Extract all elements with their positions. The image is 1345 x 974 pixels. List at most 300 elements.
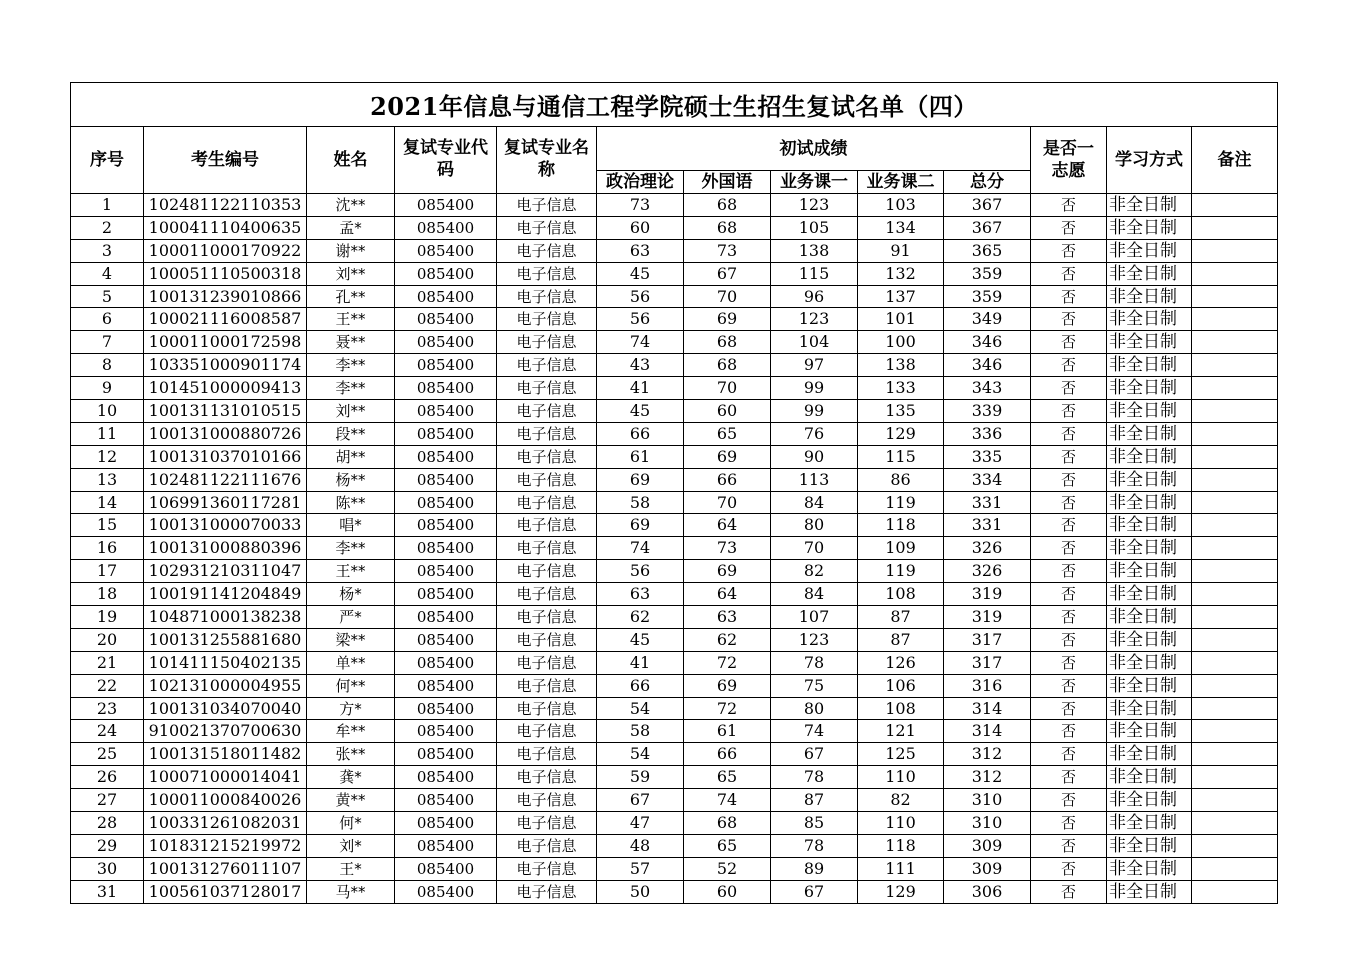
header-major-name: 复试专业名称 <box>497 127 597 194</box>
cell-foreign-language: 64 <box>684 514 771 537</box>
cell-course-1: 78 <box>771 834 858 857</box>
cell-major-code: 085400 <box>395 468 497 491</box>
cell-study-mode: 非全日制 <box>1107 628 1192 651</box>
cell-course-1: 99 <box>771 377 858 400</box>
cell-remarks <box>1192 285 1278 308</box>
cell-seq: 11 <box>71 422 144 445</box>
cell-foreign-language: 68 <box>684 194 771 217</box>
cell-course-2: 133 <box>858 377 944 400</box>
cell-politics: 73 <box>597 194 684 217</box>
cell-name: 马** <box>307 880 395 903</box>
cell-name: 唱* <box>307 514 395 537</box>
table-row <box>71 743 1278 766</box>
cell-total: 343 <box>944 377 1031 400</box>
cell-course-2: 129 <box>858 422 944 445</box>
cell-major-code: 085400 <box>395 491 497 514</box>
cell-major-name: 电子信息 <box>497 491 597 514</box>
cell-major-code: 085400 <box>395 400 497 423</box>
header-exam-id: 考生编号 <box>144 127 307 194</box>
cell-seq: 24 <box>71 720 144 743</box>
cell-remarks <box>1192 743 1278 766</box>
cell-foreign-language: 69 <box>684 445 771 468</box>
cell-exam-id: 100191141204849 <box>144 583 307 606</box>
cell-course-2: 134 <box>858 216 944 239</box>
cell-seq: 16 <box>71 537 144 560</box>
cell-course-1: 80 <box>771 697 858 720</box>
cell-total: 319 <box>944 583 1031 606</box>
cell-major-code: 085400 <box>395 560 497 583</box>
cell-remarks <box>1192 445 1278 468</box>
cell-major-code: 085400 <box>395 628 497 651</box>
cell-course-1: 84 <box>771 583 858 606</box>
cell-total: 312 <box>944 766 1031 789</box>
cell-name: 李** <box>307 354 395 377</box>
table-row <box>71 377 1278 400</box>
cell-politics: 69 <box>597 468 684 491</box>
cell-total: 367 <box>944 216 1031 239</box>
cell-foreign-language: 68 <box>684 216 771 239</box>
cell-course-1: 97 <box>771 354 858 377</box>
cell-remarks <box>1192 422 1278 445</box>
cell-seq: 7 <box>71 331 144 354</box>
cell-study-mode: 非全日制 <box>1107 789 1192 812</box>
cell-total: 346 <box>944 354 1031 377</box>
table-row <box>71 354 1278 377</box>
header-first-choice: 是否一志愿 <box>1031 127 1107 194</box>
cell-foreign-language: 63 <box>684 606 771 629</box>
cell-politics: 47 <box>597 812 684 835</box>
cell-study-mode: 非全日制 <box>1107 720 1192 743</box>
cell-first-choice: 否 <box>1031 514 1107 537</box>
cell-total: 316 <box>944 674 1031 697</box>
cell-foreign-language: 62 <box>684 628 771 651</box>
cell-foreign-language: 66 <box>684 743 771 766</box>
table-row <box>71 491 1278 514</box>
cell-course-2: 103 <box>858 194 944 217</box>
cell-exam-id: 101831215219972 <box>144 834 307 857</box>
cell-exam-id: 100561037128017 <box>144 880 307 903</box>
cell-seq: 30 <box>71 857 144 880</box>
cell-politics: 57 <box>597 857 684 880</box>
cell-study-mode: 非全日制 <box>1107 606 1192 629</box>
cell-first-choice: 否 <box>1031 880 1107 903</box>
cell-exam-id: 910021370700630 <box>144 720 307 743</box>
cell-major-name: 电子信息 <box>497 583 597 606</box>
cell-major-name: 电子信息 <box>497 331 597 354</box>
cell-exam-id: 100051110500318 <box>144 262 307 285</box>
cell-first-choice: 否 <box>1031 834 1107 857</box>
cell-politics: 67 <box>597 789 684 812</box>
cell-foreign-language: 66 <box>684 468 771 491</box>
cell-seq: 9 <box>71 377 144 400</box>
cell-exam-id: 104871000138238 <box>144 606 307 629</box>
cell-major-name: 电子信息 <box>497 445 597 468</box>
cell-politics: 74 <box>597 331 684 354</box>
cell-study-mode: 非全日制 <box>1107 766 1192 789</box>
cell-total: 310 <box>944 789 1031 812</box>
cell-remarks <box>1192 583 1278 606</box>
cell-course-2: 119 <box>858 560 944 583</box>
cell-total: 339 <box>944 400 1031 423</box>
cell-major-name: 电子信息 <box>497 262 597 285</box>
cell-foreign-language: 64 <box>684 583 771 606</box>
cell-major-name: 电子信息 <box>497 422 597 445</box>
cell-course-2: 121 <box>858 720 944 743</box>
cell-politics: 45 <box>597 400 684 423</box>
table-row <box>71 766 1278 789</box>
cell-foreign-language: 72 <box>684 697 771 720</box>
cell-name: 刘** <box>307 262 395 285</box>
cell-course-2: 108 <box>858 583 944 606</box>
header-name: 姓名 <box>307 127 395 194</box>
cell-name: 严* <box>307 606 395 629</box>
cell-remarks <box>1192 194 1278 217</box>
cell-name: 何** <box>307 674 395 697</box>
cell-seq: 4 <box>71 262 144 285</box>
cell-course-1: 67 <box>771 743 858 766</box>
cell-seq: 20 <box>71 628 144 651</box>
cell-study-mode: 非全日制 <box>1107 880 1192 903</box>
cell-foreign-language: 65 <box>684 766 771 789</box>
table-row <box>71 651 1278 674</box>
cell-seq: 1 <box>71 194 144 217</box>
cell-course-1: 89 <box>771 857 858 880</box>
cell-study-mode: 非全日制 <box>1107 491 1192 514</box>
cell-remarks <box>1192 812 1278 835</box>
cell-exam-id: 100131255881680 <box>144 628 307 651</box>
cell-course-2: 87 <box>858 628 944 651</box>
cell-remarks <box>1192 720 1278 743</box>
header-major-code: 复试专业代码 <box>395 127 497 194</box>
cell-major-code: 085400 <box>395 743 497 766</box>
table-row <box>71 468 1278 491</box>
cell-first-choice: 否 <box>1031 377 1107 400</box>
cell-study-mode: 非全日制 <box>1107 834 1192 857</box>
cell-major-code: 085400 <box>395 331 497 354</box>
cell-exam-id: 100021116008587 <box>144 308 307 331</box>
cell-name: 张** <box>307 743 395 766</box>
cell-politics: 56 <box>597 308 684 331</box>
header-course-1: 业务课一 <box>771 171 858 194</box>
header-prelim-scores: 初试成绩 <box>597 127 1031 171</box>
cell-remarks <box>1192 491 1278 514</box>
cell-remarks <box>1192 331 1278 354</box>
cell-name: 孔** <box>307 285 395 308</box>
cell-exam-id: 100011000172598 <box>144 331 307 354</box>
cell-foreign-language: 60 <box>684 400 771 423</box>
table-row <box>71 697 1278 720</box>
cell-total: 310 <box>944 812 1031 835</box>
cell-first-choice: 否 <box>1031 216 1107 239</box>
table-row <box>71 674 1278 697</box>
cell-exam-id: 103351000901174 <box>144 354 307 377</box>
cell-course-1: 87 <box>771 789 858 812</box>
table-row <box>71 422 1278 445</box>
cell-major-code: 085400 <box>395 422 497 445</box>
cell-total: 309 <box>944 857 1031 880</box>
cell-course-1: 70 <box>771 537 858 560</box>
cell-major-name: 电子信息 <box>497 880 597 903</box>
cell-remarks <box>1192 514 1278 537</box>
cell-major-code: 085400 <box>395 674 497 697</box>
cell-major-code: 085400 <box>395 308 497 331</box>
cell-name: 陈** <box>307 491 395 514</box>
cell-major-name: 电子信息 <box>497 468 597 491</box>
cell-first-choice: 否 <box>1031 857 1107 880</box>
table-row <box>71 834 1278 857</box>
table-row <box>71 583 1278 606</box>
cell-foreign-language: 70 <box>684 377 771 400</box>
cell-major-name: 电子信息 <box>497 743 597 766</box>
cell-course-1: 75 <box>771 674 858 697</box>
cell-course-2: 118 <box>858 514 944 537</box>
cell-foreign-language: 74 <box>684 789 771 812</box>
cell-first-choice: 否 <box>1031 400 1107 423</box>
cell-exam-id: 100131239010866 <box>144 285 307 308</box>
table-row <box>71 285 1278 308</box>
table-row <box>71 308 1278 331</box>
cell-total: 335 <box>944 445 1031 468</box>
cell-study-mode: 非全日制 <box>1107 194 1192 217</box>
cell-name: 黄** <box>307 789 395 812</box>
cell-politics: 66 <box>597 422 684 445</box>
cell-major-name: 电子信息 <box>497 674 597 697</box>
cell-politics: 62 <box>597 606 684 629</box>
cell-name: 聂** <box>307 331 395 354</box>
cell-remarks <box>1192 857 1278 880</box>
cell-politics: 74 <box>597 537 684 560</box>
table-row <box>71 560 1278 583</box>
cell-name: 王* <box>307 857 395 880</box>
cell-exam-id: 100131037010166 <box>144 445 307 468</box>
cell-politics: 66 <box>597 674 684 697</box>
cell-first-choice: 否 <box>1031 354 1107 377</box>
cell-exam-id: 100131131010515 <box>144 400 307 423</box>
cell-remarks <box>1192 834 1278 857</box>
table-row <box>71 400 1278 423</box>
cell-politics: 54 <box>597 697 684 720</box>
cell-course-2: 126 <box>858 651 944 674</box>
cell-politics: 60 <box>597 216 684 239</box>
cell-name: 刘* <box>307 834 395 857</box>
cell-course-2: 137 <box>858 285 944 308</box>
header-remarks: 备注 <box>1192 127 1278 194</box>
cell-major-code: 085400 <box>395 239 497 262</box>
cell-major-name: 电子信息 <box>497 560 597 583</box>
cell-course-1: 138 <box>771 239 858 262</box>
cell-study-mode: 非全日制 <box>1107 674 1192 697</box>
cell-first-choice: 否 <box>1031 651 1107 674</box>
cell-first-choice: 否 <box>1031 285 1107 308</box>
cell-first-choice: 否 <box>1031 422 1107 445</box>
cell-politics: 45 <box>597 262 684 285</box>
cell-seq: 8 <box>71 354 144 377</box>
cell-remarks <box>1192 377 1278 400</box>
cell-study-mode: 非全日制 <box>1107 216 1192 239</box>
cell-seq: 13 <box>71 468 144 491</box>
cell-course-1: 123 <box>771 628 858 651</box>
cell-total: 346 <box>944 331 1031 354</box>
cell-study-mode: 非全日制 <box>1107 239 1192 262</box>
cell-major-code: 085400 <box>395 697 497 720</box>
cell-first-choice: 否 <box>1031 697 1107 720</box>
cell-politics: 41 <box>597 377 684 400</box>
cell-major-code: 085400 <box>395 194 497 217</box>
cell-major-name: 电子信息 <box>497 216 597 239</box>
cell-study-mode: 非全日制 <box>1107 697 1192 720</box>
cell-remarks <box>1192 239 1278 262</box>
cell-remarks <box>1192 560 1278 583</box>
cell-course-2: 115 <box>858 445 944 468</box>
table-row <box>71 216 1278 239</box>
table-row <box>71 812 1278 835</box>
cell-exam-id: 100011000840026 <box>144 789 307 812</box>
cell-foreign-language: 61 <box>684 720 771 743</box>
cell-total: 331 <box>944 491 1031 514</box>
cell-major-name: 电子信息 <box>497 400 597 423</box>
cell-course-2: 129 <box>858 880 944 903</box>
cell-foreign-language: 52 <box>684 857 771 880</box>
cell-remarks <box>1192 697 1278 720</box>
cell-seq: 14 <box>71 491 144 514</box>
cell-study-mode: 非全日制 <box>1107 400 1192 423</box>
cell-name: 杨** <box>307 468 395 491</box>
cell-foreign-language: 69 <box>684 560 771 583</box>
cell-name: 李** <box>307 377 395 400</box>
cell-first-choice: 否 <box>1031 194 1107 217</box>
table-row <box>71 628 1278 651</box>
cell-name: 刘** <box>307 400 395 423</box>
table-row <box>71 537 1278 560</box>
cell-exam-id: 100011000170922 <box>144 239 307 262</box>
cell-exam-id: 100331261082031 <box>144 812 307 835</box>
cell-course-1: 105 <box>771 216 858 239</box>
interview-list-sheet <box>70 82 1277 904</box>
cell-major-code: 085400 <box>395 812 497 835</box>
cell-study-mode: 非全日制 <box>1107 651 1192 674</box>
cell-foreign-language: 68 <box>684 354 771 377</box>
cell-seq: 3 <box>71 239 144 262</box>
cell-total: 365 <box>944 239 1031 262</box>
cell-remarks <box>1192 400 1278 423</box>
cell-name: 方* <box>307 697 395 720</box>
cell-study-mode: 非全日制 <box>1107 422 1192 445</box>
cell-total: 326 <box>944 537 1031 560</box>
cell-course-2: 118 <box>858 834 944 857</box>
cell-seq: 27 <box>71 789 144 812</box>
cell-exam-id: 101451000009413 <box>144 377 307 400</box>
cell-first-choice: 否 <box>1031 674 1107 697</box>
cell-first-choice: 否 <box>1031 331 1107 354</box>
cell-foreign-language: 69 <box>684 674 771 697</box>
cell-exam-id: 102481122111676 <box>144 468 307 491</box>
cell-remarks <box>1192 674 1278 697</box>
cell-exam-id: 102931210311047 <box>144 560 307 583</box>
page-title: 2021年信息与通信工程学院硕士生招生复试名单（四） <box>71 83 1278 127</box>
cell-remarks <box>1192 628 1278 651</box>
cell-total: 312 <box>944 743 1031 766</box>
cell-major-name: 电子信息 <box>497 628 597 651</box>
cell-course-2: 100 <box>858 331 944 354</box>
cell-course-1: 96 <box>771 285 858 308</box>
cell-name: 龚* <box>307 766 395 789</box>
cell-study-mode: 非全日制 <box>1107 537 1192 560</box>
cell-total: 317 <box>944 628 1031 651</box>
cell-first-choice: 否 <box>1031 789 1107 812</box>
cell-seq: 19 <box>71 606 144 629</box>
cell-politics: 69 <box>597 514 684 537</box>
cell-first-choice: 否 <box>1031 606 1107 629</box>
cell-total: 367 <box>944 194 1031 217</box>
cell-major-code: 085400 <box>395 216 497 239</box>
cell-study-mode: 非全日制 <box>1107 560 1192 583</box>
cell-course-1: 90 <box>771 445 858 468</box>
cell-exam-id: 101411150402135 <box>144 651 307 674</box>
cell-first-choice: 否 <box>1031 537 1107 560</box>
cell-major-code: 085400 <box>395 880 497 903</box>
cell-remarks <box>1192 651 1278 674</box>
cell-major-code: 085400 <box>395 857 497 880</box>
cell-seq: 23 <box>71 697 144 720</box>
cell-exam-id: 100131034070040 <box>144 697 307 720</box>
cell-seq: 12 <box>71 445 144 468</box>
table-row <box>71 720 1278 743</box>
cell-study-mode: 非全日制 <box>1107 743 1192 766</box>
cell-course-2: 132 <box>858 262 944 285</box>
cell-politics: 43 <box>597 354 684 377</box>
table-row <box>71 514 1278 537</box>
cell-foreign-language: 65 <box>684 834 771 857</box>
cell-first-choice: 否 <box>1031 239 1107 262</box>
cell-course-2: 111 <box>858 857 944 880</box>
cell-course-1: 99 <box>771 400 858 423</box>
cell-first-choice: 否 <box>1031 766 1107 789</box>
cell-course-2: 125 <box>858 743 944 766</box>
cell-major-code: 085400 <box>395 354 497 377</box>
cell-remarks <box>1192 880 1278 903</box>
cell-politics: 50 <box>597 880 684 903</box>
cell-major-code: 085400 <box>395 583 497 606</box>
cell-politics: 56 <box>597 285 684 308</box>
cell-remarks <box>1192 262 1278 285</box>
cell-foreign-language: 60 <box>684 880 771 903</box>
cell-course-2: 87 <box>858 606 944 629</box>
cell-study-mode: 非全日制 <box>1107 331 1192 354</box>
cell-total: 336 <box>944 422 1031 445</box>
cell-study-mode: 非全日制 <box>1107 857 1192 880</box>
cell-course-1: 78 <box>771 766 858 789</box>
cell-major-code: 085400 <box>395 377 497 400</box>
cell-foreign-language: 73 <box>684 537 771 560</box>
cell-study-mode: 非全日制 <box>1107 377 1192 400</box>
cell-total: 306 <box>944 880 1031 903</box>
cell-foreign-language: 70 <box>684 491 771 514</box>
cell-exam-id: 100071000014041 <box>144 766 307 789</box>
cell-first-choice: 否 <box>1031 812 1107 835</box>
header-foreign-language: 外国语 <box>684 171 771 194</box>
cell-course-1: 76 <box>771 422 858 445</box>
cell-seq: 31 <box>71 880 144 903</box>
cell-exam-id: 100041110400635 <box>144 216 307 239</box>
cell-course-2: 110 <box>858 812 944 835</box>
cell-name: 何* <box>307 812 395 835</box>
cell-major-name: 电子信息 <box>497 537 597 560</box>
cell-foreign-language: 69 <box>684 308 771 331</box>
cell-total: 331 <box>944 514 1031 537</box>
table-row <box>71 789 1278 812</box>
table-row <box>71 857 1278 880</box>
cell-total: 319 <box>944 606 1031 629</box>
